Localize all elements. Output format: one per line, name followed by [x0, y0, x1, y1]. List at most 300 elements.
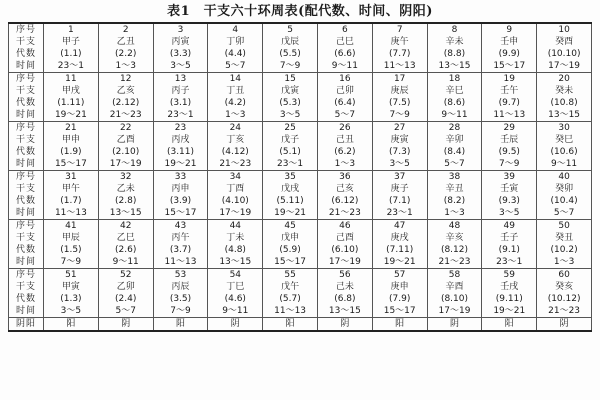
- time-cell: 11～13: [44, 207, 99, 220]
- seq-cell: 45: [263, 220, 318, 233]
- time-cell: 9～11: [427, 109, 482, 122]
- code-cell: (10.4): [537, 195, 592, 207]
- code-cell: (9.7): [482, 97, 537, 109]
- ganzhi-cell: 癸巳: [537, 134, 592, 146]
- table-row: [9, 85, 592, 97]
- ganzhi-cell: 戊寅: [263, 85, 318, 97]
- seq-cell: 12: [98, 73, 153, 86]
- ganzhi-cell: 辛丑: [427, 183, 482, 195]
- yinyang-cell: 阳: [263, 318, 318, 332]
- ganzhi-cell: 丙辰: [153, 281, 208, 293]
- seq-cell: 34: [208, 171, 263, 184]
- table-row: [9, 244, 592, 256]
- row-label-seq: 序号: [9, 269, 44, 282]
- ganzhi-cell: 丙寅: [153, 36, 208, 48]
- seq-cell: 44: [208, 220, 263, 233]
- yinyang-cell: 阴: [98, 318, 153, 332]
- table-row: [9, 134, 592, 146]
- table-row: [9, 109, 592, 122]
- time-cell: 11～13: [482, 109, 537, 122]
- time-cell: 11～13: [263, 305, 318, 318]
- ganzhi-cell: 甲寅: [44, 281, 99, 293]
- ganzhi-cell: 丙申: [153, 183, 208, 195]
- ganzhi-cell: 甲子: [44, 36, 99, 48]
- code-cell: (2.4): [98, 293, 153, 305]
- code-cell: (3.11): [153, 146, 208, 158]
- seq-cell: 31: [44, 171, 99, 184]
- seq-cell: 48: [427, 220, 482, 233]
- seq-cell: 49: [482, 220, 537, 233]
- yinyang-cell: 阴: [317, 318, 372, 332]
- code-cell: (6.2): [317, 146, 372, 158]
- ganzhi-cell: 庚辰: [372, 85, 427, 97]
- ganzhi-cell: 乙亥: [98, 85, 153, 97]
- time-cell: 15～17: [263, 256, 318, 269]
- code-cell: (1.11): [44, 97, 99, 109]
- ganzhi-cell: 丁丑: [208, 85, 263, 97]
- time-cell: 9～11: [317, 60, 372, 73]
- ganzhi-cell: 壬子: [482, 232, 537, 244]
- ganzhi-cell: 己巳: [317, 36, 372, 48]
- time-cell: 21～23: [98, 109, 153, 122]
- seq-cell: 33: [153, 171, 208, 184]
- time-cell: 7～9: [263, 60, 318, 73]
- time-cell: 17～19: [537, 60, 592, 73]
- ganzhi-cell: 甲申: [44, 134, 99, 146]
- time-cell: 13～15: [98, 207, 153, 220]
- seq-cell: 24: [208, 122, 263, 135]
- row-label-ganzhi: 干支: [9, 232, 44, 244]
- code-cell: (9.5): [482, 146, 537, 158]
- time-cell: 7～9: [372, 109, 427, 122]
- row-label-time: 时间: [9, 158, 44, 171]
- code-cell: (8.8): [427, 48, 482, 60]
- ganzhi-cell: 甲戌: [44, 85, 99, 97]
- ganzhi-cell: 乙未: [98, 183, 153, 195]
- code-cell: (9.9): [482, 48, 537, 60]
- time-cell: 23～1: [372, 207, 427, 220]
- time-cell: 11～13: [372, 60, 427, 73]
- row-label-code: 代数: [9, 195, 44, 207]
- seq-cell: 20: [537, 73, 592, 86]
- ganzhi-cell: 戊辰: [263, 36, 318, 48]
- table-row: [9, 60, 592, 73]
- code-cell: (6.6): [317, 48, 372, 60]
- row-label-time: 时间: [9, 207, 44, 220]
- ganzhi-cell: 壬戌: [482, 281, 537, 293]
- time-cell: 19～21: [153, 158, 208, 171]
- code-cell: (8.6): [427, 97, 482, 109]
- time-cell: 15～17: [372, 305, 427, 318]
- row-label-ganzhi: 干支: [9, 281, 44, 293]
- ganzhi-cell: 辛卯: [427, 134, 482, 146]
- seq-cell: 29: [482, 122, 537, 135]
- code-cell: (8.12): [427, 244, 482, 256]
- ganzhi-cell: 乙卯: [98, 281, 153, 293]
- code-cell: (2.6): [98, 244, 153, 256]
- seq-cell: 32: [98, 171, 153, 184]
- code-cell: (1.7): [44, 195, 99, 207]
- table-row: [9, 158, 592, 171]
- time-cell: 21～23: [537, 305, 592, 318]
- time-cell: 13～15: [537, 109, 592, 122]
- row-label-seq: 序号: [9, 122, 44, 135]
- time-cell: 7～9: [482, 158, 537, 171]
- ganzhi-cell: 癸酉: [537, 36, 592, 48]
- code-cell: (3.5): [153, 293, 208, 305]
- time-cell: 1～3: [537, 256, 592, 269]
- table-row: [9, 146, 592, 158]
- seq-cell: 41: [44, 220, 99, 233]
- code-cell: (5.7): [263, 293, 318, 305]
- time-cell: 1～3: [317, 158, 372, 171]
- seq-cell: 36: [317, 171, 372, 184]
- seq-cell: 35: [263, 171, 318, 184]
- ganzhi-cell: 癸未: [537, 85, 592, 97]
- seq-cell: 15: [263, 73, 318, 86]
- time-cell: 3～5: [482, 207, 537, 220]
- table-row: [9, 183, 592, 195]
- code-cell: (4.2): [208, 97, 263, 109]
- time-cell: 3～5: [372, 158, 427, 171]
- time-cell: 19～21: [44, 109, 99, 122]
- ganzhi-cell: 辛未: [427, 36, 482, 48]
- code-cell: (9.11): [482, 293, 537, 305]
- seq-cell: 2: [98, 23, 153, 36]
- ganzhi-cell: 甲辰: [44, 232, 99, 244]
- code-cell: (5.9): [263, 244, 318, 256]
- seq-cell: 7: [372, 23, 427, 36]
- code-cell: (10.6): [537, 146, 592, 158]
- time-cell: 19～21: [372, 256, 427, 269]
- table-row: [9, 207, 592, 220]
- time-cell: 3～5: [44, 305, 99, 318]
- seq-cell: 59: [482, 269, 537, 282]
- seq-cell: 40: [537, 171, 592, 184]
- table-row: [9, 318, 592, 332]
- code-cell: (3.1): [153, 97, 208, 109]
- time-cell: 15～17: [482, 60, 537, 73]
- ganzhi-table: [8, 22, 592, 332]
- seq-cell: 14: [208, 73, 263, 86]
- time-cell: 9～11: [98, 256, 153, 269]
- ganzhi-cell: 乙酉: [98, 134, 153, 146]
- seq-cell: 54: [208, 269, 263, 282]
- table-row: [9, 73, 592, 86]
- time-cell: 7～9: [44, 256, 99, 269]
- seq-cell: 9: [482, 23, 537, 36]
- ganzhi-cell: 丁亥: [208, 134, 263, 146]
- time-cell: 9～11: [537, 158, 592, 171]
- ganzhi-cell: 癸亥: [537, 281, 592, 293]
- yinyang-cell: 阳: [372, 318, 427, 332]
- code-cell: (9.3): [482, 195, 537, 207]
- time-cell: 15～17: [153, 207, 208, 220]
- ganzhi-cell: 庚午: [372, 36, 427, 48]
- seq-cell: 6: [317, 23, 372, 36]
- ganzhi-cell: 辛酉: [427, 281, 482, 293]
- ganzhi-cell: 己未: [317, 281, 372, 293]
- time-cell: 17～19: [98, 158, 153, 171]
- code-cell: (3.9): [153, 195, 208, 207]
- seq-cell: 42: [98, 220, 153, 233]
- code-cell: (3.7): [153, 244, 208, 256]
- code-cell: (5.11): [263, 195, 318, 207]
- code-cell: (2.12): [98, 97, 153, 109]
- ganzhi-cell: 庚戌: [372, 232, 427, 244]
- time-cell: 5～7: [98, 305, 153, 318]
- time-cell: 23～1: [482, 256, 537, 269]
- code-cell: (7.7): [372, 48, 427, 60]
- ganzhi-cell: 甲午: [44, 183, 99, 195]
- table-row: [9, 281, 592, 293]
- time-cell: 5～7: [427, 158, 482, 171]
- seq-cell: 47: [372, 220, 427, 233]
- seq-cell: 1: [44, 23, 99, 36]
- code-cell: (4.6): [208, 293, 263, 305]
- ganzhi-cell: 壬寅: [482, 183, 537, 195]
- ganzhi-cell: 丁卯: [208, 36, 263, 48]
- seq-cell: 25: [263, 122, 318, 135]
- ganzhi-cell: 己丑: [317, 134, 372, 146]
- time-cell: 23～1: [153, 109, 208, 122]
- seq-cell: 51: [44, 269, 99, 282]
- code-cell: (8.10): [427, 293, 482, 305]
- seq-cell: 13: [153, 73, 208, 86]
- time-cell: 17～19: [427, 305, 482, 318]
- code-cell: (1.5): [44, 244, 99, 256]
- ganzhi-cell: 丁酉: [208, 183, 263, 195]
- seq-cell: 55: [263, 269, 318, 282]
- code-cell: (7.9): [372, 293, 427, 305]
- time-cell: 5～7: [208, 60, 263, 73]
- seq-cell: 19: [482, 73, 537, 86]
- row-label-ganzhi: 干支: [9, 183, 44, 195]
- table-row: [9, 305, 592, 318]
- code-cell: (1.1): [44, 48, 99, 60]
- code-cell: (2.8): [98, 195, 153, 207]
- ganzhi-cell: 乙巳: [98, 232, 153, 244]
- table-row: [9, 97, 592, 109]
- row-label-yinyang: 阴阳: [9, 318, 44, 332]
- ganzhi-cell: 癸卯: [537, 183, 592, 195]
- row-label-ganzhi: 干支: [9, 36, 44, 48]
- seq-cell: 23: [153, 122, 208, 135]
- seq-cell: 8: [427, 23, 482, 36]
- ganzhi-cell: 庚申: [372, 281, 427, 293]
- time-cell: 3～5: [263, 109, 318, 122]
- seq-cell: 26: [317, 122, 372, 135]
- row-label-code: 代数: [9, 293, 44, 305]
- table-row: [9, 293, 592, 305]
- seq-cell: 10: [537, 23, 592, 36]
- ganzhi-cell: 丙午: [153, 232, 208, 244]
- time-cell: 1～3: [208, 109, 263, 122]
- seq-cell: 5: [263, 23, 318, 36]
- table-row: [9, 23, 592, 36]
- code-cell: (7.5): [372, 97, 427, 109]
- time-cell: 7～9: [153, 305, 208, 318]
- code-cell: (2.2): [98, 48, 153, 60]
- ganzhi-cell: 壬午: [482, 85, 537, 97]
- code-cell: (10.8): [537, 97, 592, 109]
- row-label-seq: 序号: [9, 23, 44, 36]
- time-cell: 17～19: [317, 256, 372, 269]
- code-cell: (7.11): [372, 244, 427, 256]
- time-cell: 3～5: [153, 60, 208, 73]
- seq-cell: 18: [427, 73, 482, 86]
- seq-cell: 53: [153, 269, 208, 282]
- code-cell: (6.10): [317, 244, 372, 256]
- ganzhi-cell: 壬辰: [482, 134, 537, 146]
- row-label-seq: 序号: [9, 171, 44, 184]
- time-cell: 9～11: [208, 305, 263, 318]
- row-label-time: 时间: [9, 60, 44, 73]
- time-cell: 13～15: [208, 256, 263, 269]
- code-cell: (4.8): [208, 244, 263, 256]
- ganzhi-cell: 丙子: [153, 85, 208, 97]
- ganzhi-cell: 己酉: [317, 232, 372, 244]
- ganzhi-cell: 戊子: [263, 134, 318, 146]
- yinyang-cell: 阴: [208, 318, 263, 332]
- code-cell: (7.1): [372, 195, 427, 207]
- code-cell: (8.2): [427, 195, 482, 207]
- ganzhi-cell: 丙戌: [153, 134, 208, 146]
- code-cell: (5.3): [263, 97, 318, 109]
- yinyang-cell: 阳: [482, 318, 537, 332]
- row-label-time: 时间: [9, 256, 44, 269]
- table-row: [9, 269, 592, 282]
- row-label-ganzhi: 干支: [9, 85, 44, 97]
- time-cell: 19～21: [263, 207, 318, 220]
- time-cell: 5～7: [317, 109, 372, 122]
- row-label-seq: 序号: [9, 220, 44, 233]
- yinyang-cell: 阴: [427, 318, 482, 332]
- seq-cell: 17: [372, 73, 427, 86]
- ganzhi-cell: 壬申: [482, 36, 537, 48]
- ganzhi-cell: 戊申: [263, 232, 318, 244]
- ganzhi-cell: 戊戌: [263, 183, 318, 195]
- seq-cell: 38: [427, 171, 482, 184]
- time-cell: 23～1: [44, 60, 99, 73]
- seq-cell: 28: [427, 122, 482, 135]
- time-cell: 21～23: [317, 207, 372, 220]
- seq-cell: 27: [372, 122, 427, 135]
- time-cell: 1～3: [98, 60, 153, 73]
- seq-cell: 39: [482, 171, 537, 184]
- ganzhi-cell: 戊午: [263, 281, 318, 293]
- seq-cell: 37: [372, 171, 427, 184]
- code-cell: (6.12): [317, 195, 372, 207]
- ganzhi-cell: 己亥: [317, 183, 372, 195]
- time-cell: 23～1: [263, 158, 318, 171]
- time-cell: 21～23: [427, 256, 482, 269]
- ganzhi-cell: 癸丑: [537, 232, 592, 244]
- ganzhi-cell: 己卯: [317, 85, 372, 97]
- seq-cell: 58: [427, 269, 482, 282]
- code-cell: (10.2): [537, 244, 592, 256]
- code-cell: (1.3): [44, 293, 99, 305]
- row-label-code: 代数: [9, 97, 44, 109]
- seq-cell: 57: [372, 269, 427, 282]
- seq-cell: 11: [44, 73, 99, 86]
- time-cell: 19～21: [482, 305, 537, 318]
- code-cell: (1.9): [44, 146, 99, 158]
- row-label-seq: 序号: [9, 73, 44, 86]
- seq-cell: 56: [317, 269, 372, 282]
- time-cell: 17～19: [208, 207, 263, 220]
- seq-cell: 16: [317, 73, 372, 86]
- code-cell: (3.3): [153, 48, 208, 60]
- table-title: 表1 干支六十环周表(配代数、时间、阴阳): [167, 4, 433, 19]
- code-cell: (4.12): [208, 146, 263, 158]
- time-cell: 11～13: [153, 256, 208, 269]
- seq-cell: 50: [537, 220, 592, 233]
- yinyang-cell: 阴: [537, 318, 592, 332]
- code-cell: (10.12): [537, 293, 592, 305]
- code-cell: (9.1): [482, 244, 537, 256]
- code-cell: (6.8): [317, 293, 372, 305]
- code-cell: (4.4): [208, 48, 263, 60]
- ganzhi-cell: 乙丑: [98, 36, 153, 48]
- code-cell: (8.4): [427, 146, 482, 158]
- table-body: [9, 23, 592, 331]
- time-cell: 21～23: [208, 158, 263, 171]
- yinyang-cell: 阳: [153, 318, 208, 332]
- time-cell: 1～3: [427, 207, 482, 220]
- code-cell: (2.10): [98, 146, 153, 158]
- code-cell: (5.5): [263, 48, 318, 60]
- time-cell: 15～17: [44, 158, 99, 171]
- ganzhi-cell: 辛亥: [427, 232, 482, 244]
- ganzhi-cell: 丁未: [208, 232, 263, 244]
- seq-cell: 46: [317, 220, 372, 233]
- code-cell: (6.4): [317, 97, 372, 109]
- yinyang-cell: 阳: [44, 318, 99, 332]
- row-label-code: 代数: [9, 146, 44, 158]
- table-row: [9, 232, 592, 244]
- seq-cell: 3: [153, 23, 208, 36]
- ganzhi-cell: 丁巳: [208, 281, 263, 293]
- seq-cell: 43: [153, 220, 208, 233]
- seq-cell: 21: [44, 122, 99, 135]
- table-row: [9, 195, 592, 207]
- seq-cell: 22: [98, 122, 153, 135]
- table-row: [9, 122, 592, 135]
- table-row: [9, 36, 592, 48]
- table-row: [9, 220, 592, 233]
- ganzhi-cell: 庚子: [372, 183, 427, 195]
- time-cell: 13～15: [317, 305, 372, 318]
- seq-cell: 4: [208, 23, 263, 36]
- code-cell: (5.1): [263, 146, 318, 158]
- row-label-code: 代数: [9, 244, 44, 256]
- row-label-ganzhi: 干支: [9, 134, 44, 146]
- seq-cell: 60: [537, 269, 592, 282]
- table-row: [9, 48, 592, 60]
- code-cell: (4.10): [208, 195, 263, 207]
- code-cell: (7.3): [372, 146, 427, 158]
- row-label-time: 时间: [9, 305, 44, 318]
- row-label-code: 代数: [9, 48, 44, 60]
- seq-cell: 52: [98, 269, 153, 282]
- ganzhi-cell: 庚寅: [372, 134, 427, 146]
- time-cell: 13～15: [427, 60, 482, 73]
- ganzhi-cell: 辛巳: [427, 85, 482, 97]
- table-row: [9, 256, 592, 269]
- seq-cell: 30: [537, 122, 592, 135]
- row-label-time: 时间: [9, 109, 44, 122]
